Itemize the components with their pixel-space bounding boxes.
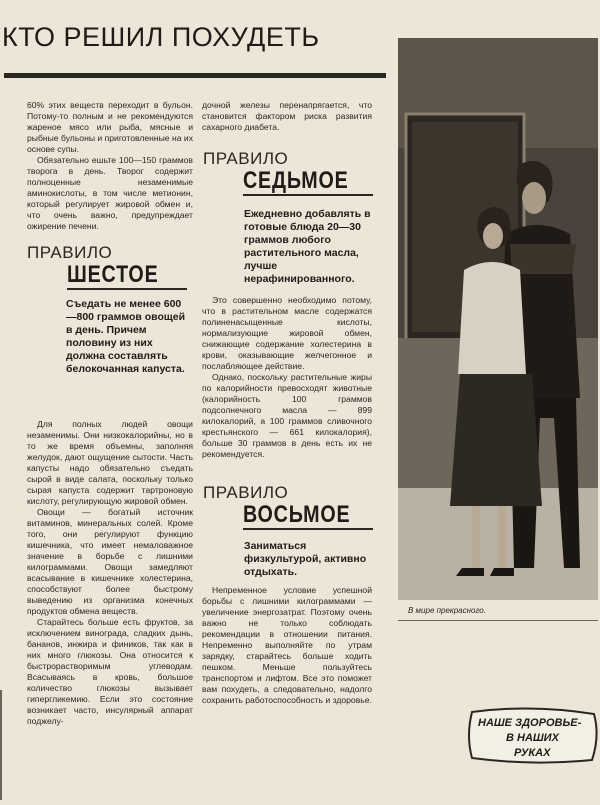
article-headline: КТО РЕШИЛ ПОХУДЕТЬ bbox=[2, 22, 320, 52]
rule8-ordinal: ВОСЬМОЕ bbox=[243, 501, 351, 528]
middle-column-rule8 bbox=[202, 585, 372, 706]
rule7-bar bbox=[243, 194, 373, 196]
rule7-ordinal: СЕДЬМОЕ bbox=[243, 167, 349, 194]
photo-frame-rule bbox=[398, 620, 598, 621]
photo-caption: В мире прекрасного. bbox=[408, 606, 486, 615]
rule6-kicker: ПРАВИЛО bbox=[27, 243, 113, 262]
rule7-lead: Ежедневно добавлять в готовые блюда 20—30 граммов любого растительного масла, лучше нерафинированного. bbox=[244, 208, 371, 285]
left-column-bottom bbox=[27, 419, 193, 727]
paragraph: 60% этих веществ переходит в бульон. Потому-то полным и не рекомендуются жареное мясо или рыба, мясные и рыбные бульоны и приготовленные на их основе супы. bbox=[27, 100, 193, 154]
rule7-heading bbox=[203, 150, 373, 196]
series-badge bbox=[468, 706, 598, 764]
badge-line1: НАШЕ ЗДОРОВЬЕ- bbox=[478, 717, 582, 729]
photo-illustration bbox=[398, 38, 598, 600]
left-column-top bbox=[27, 100, 193, 232]
rule6-heading bbox=[27, 244, 187, 290]
paragraph: Однако, поскольку растительные жиры по калорийности превосходят животные (калорийность 100 граммов подсолнечного масла — 899 килокалорий, а 100 граммов сливочного крестьянского — 661 килокалория), больше 30 граммов в день есть их не рекомендуется. bbox=[202, 372, 372, 459]
paragraph: Непременное условие успешной борьбы с лишними килограммами — увеличение энергозатрат. Поэтому очень важно не только соблюдать рекомендации в отношении питания. Непременно выполняйте по утрам зарядку, старайтесь больше ходить пешком. Меньше пользуйтесь транспортом и лифтом. Все это поможет вам похудеть, а следовательно, надолго сохранить работоспособность и здоровье. bbox=[202, 585, 372, 705]
middle-column-rule7 bbox=[202, 295, 372, 460]
paragraph: Обязательно ешьте 100—150 граммов творога в день. Творог содержит полноценные незаменимые аминокислоты, в том числе метионин, который регулирует жировой обмен и, что очень важно, предупреждает ожирение печени. bbox=[27, 155, 193, 231]
rule6-ordinal: ШЕСТОЕ bbox=[67, 261, 159, 288]
rule8-bar bbox=[243, 528, 373, 530]
paragraph: Для полных людей овощи незаменимы. Они низкокалорийны, но в то же время объемны, заполняя желудок, дают ощущение сытости. Часть капусты надо обязательно съедать сырой в виде салата, поскольку только сырая капуста содержит тартроновую кислоту, регулирующую жировой обмен. bbox=[27, 419, 193, 506]
badge-line2: В НАШИХ bbox=[506, 732, 559, 744]
rule6-bar bbox=[67, 288, 187, 290]
paragraph: Это совершенно необходимо потому, что в растительном масле содержатся полиненасыщенные кислоты, нормализующие жировой обмен, снижающие содержание холестерина в крови, оказывающие желчегонное и послабляющее действие. bbox=[202, 295, 372, 371]
couple-photo bbox=[398, 38, 598, 600]
middle-column-top bbox=[202, 100, 372, 133]
rule8-kicker: ПРАВИЛО bbox=[203, 483, 289, 502]
paragraph: Овощи — богатый источник витаминов, минеральных солей. Кроме того, они регулируют функцию кишечника, что имеет немаловажное значение в борьбе с лишними килограммами. Овощи замедляют всасывание в кишечнике холестерина, способствуют более быстрому выведению из организма конечных продуктов обмена веществ. bbox=[27, 507, 193, 616]
left-margin-rule bbox=[0, 690, 2, 800]
rule6-lead: Съедать не менее 600—800 граммов овощей в день. Причем половину из них должна составлять белокочанная капуста. bbox=[66, 298, 186, 375]
paragraph: Старайтесь больше есть фруктов, за исключением винограда, сладких дынь, бананов, инжира и фиников, так как в них много глюкозы. Она относится к быстрорастворимым углеводам. Всасываясь в кровь, большое количество глюкозы вызывает гипергликемию. Если это состояние возникает часто, инсулярный аппарат поджелу- bbox=[27, 617, 193, 726]
paragraph: дочной железы перенапрягается, что становится фактором риска развития сахарного диабета. bbox=[202, 100, 372, 132]
headline-underline bbox=[4, 73, 386, 78]
rule7-kicker: ПРАВИЛО bbox=[203, 149, 289, 168]
rule8-lead: Заниматься физкультурой, активно отдыхать. bbox=[244, 540, 367, 578]
badge-line3: РУКАХ bbox=[514, 747, 551, 759]
rule8-heading bbox=[203, 484, 374, 530]
